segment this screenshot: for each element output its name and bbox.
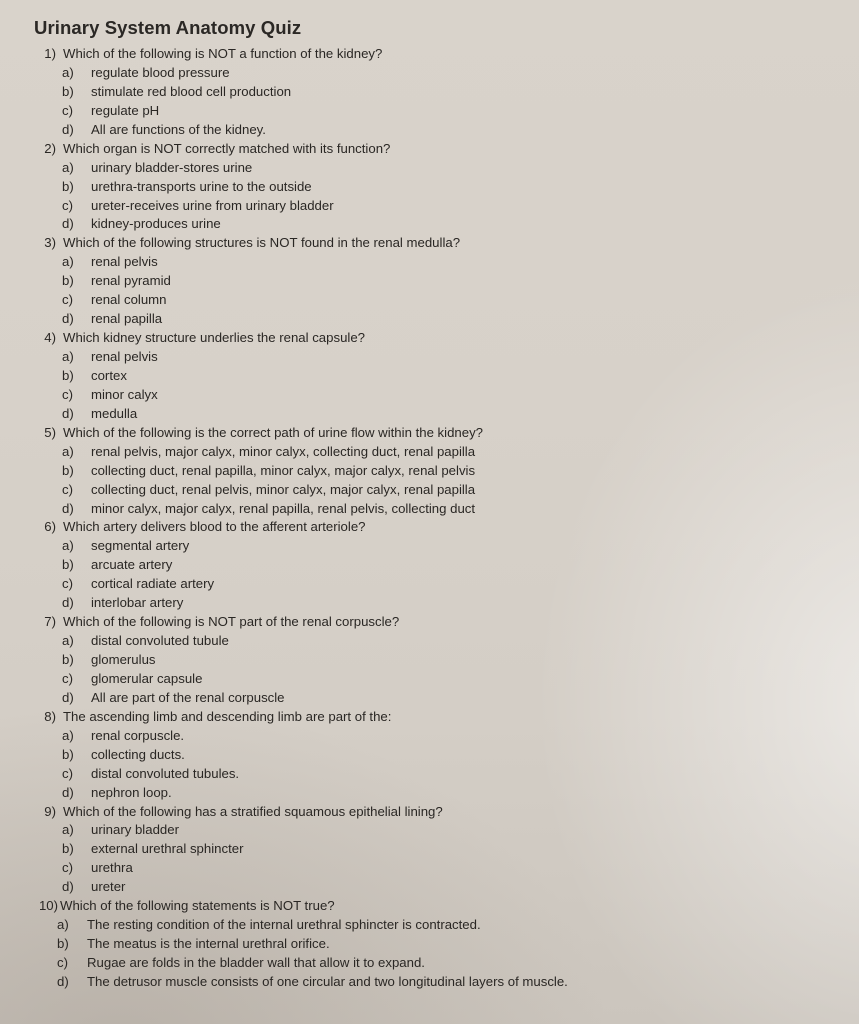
option-letter: d) bbox=[62, 784, 74, 800]
answer-option bbox=[30, 481, 830, 500]
option-letter: a) bbox=[62, 159, 74, 175]
answer-option bbox=[30, 632, 830, 651]
answer-option bbox=[30, 121, 830, 140]
option-letter: b) bbox=[62, 557, 74, 573]
question-number: 3) bbox=[44, 235, 56, 251]
option-text: minor calyx, major calyx, renal papilla, renal pelvis, collecting duct bbox=[91, 500, 476, 516]
option-text: kidney-produces urine bbox=[91, 216, 221, 232]
answer-option bbox=[30, 916, 830, 935]
question-line bbox=[30, 613, 830, 632]
answer-option bbox=[30, 954, 830, 973]
option-letter: d) bbox=[62, 216, 74, 232]
question-text: The ascending limb and descending limb are part of the: bbox=[63, 708, 392, 724]
option-letter: c) bbox=[62, 292, 73, 308]
question-number: 10) bbox=[38, 898, 58, 914]
option-text: regulate blood pressure bbox=[91, 64, 230, 80]
option-text: glomerulus bbox=[91, 652, 156, 667]
option-letter: b) bbox=[62, 462, 74, 478]
question-text: Which of the following is the correct path of urine flow within the kidney? bbox=[63, 424, 484, 440]
question-block bbox=[30, 234, 830, 329]
answer-option bbox=[30, 253, 830, 272]
answer-option bbox=[30, 291, 830, 310]
answer-option bbox=[30, 64, 830, 83]
question-number: 4) bbox=[44, 330, 56, 346]
question-number: 6) bbox=[44, 519, 56, 535]
answer-option bbox=[30, 310, 830, 329]
answer-option bbox=[30, 159, 830, 178]
question-number: 1) bbox=[44, 46, 56, 61]
option-text: renal pyramid bbox=[91, 273, 171, 289]
option-text: segmental artery bbox=[91, 538, 190, 554]
question-line bbox=[30, 140, 830, 159]
option-text: The detrusor muscle consists of one circular and two longitudinal layers of muscle. bbox=[87, 973, 568, 989]
answer-option bbox=[30, 462, 830, 481]
answer-option bbox=[30, 348, 830, 367]
question-line bbox=[30, 708, 830, 727]
option-letter: d) bbox=[62, 595, 74, 611]
answer-option bbox=[30, 670, 830, 689]
option-letter: c) bbox=[62, 197, 73, 213]
question-line bbox=[30, 518, 830, 537]
answer-option bbox=[30, 784, 830, 803]
question-text: Which of the following statements is NOT true? bbox=[60, 898, 335, 914]
answer-option bbox=[30, 215, 830, 234]
answer-option bbox=[30, 367, 830, 386]
question-block bbox=[30, 518, 830, 613]
option-text: renal corpuscle. bbox=[91, 727, 185, 743]
option-text: urinary bladder bbox=[91, 822, 179, 838]
option-letter: d) bbox=[62, 121, 74, 137]
option-text: medulla bbox=[91, 405, 138, 421]
option-letter: d) bbox=[62, 405, 74, 421]
option-text: urethra bbox=[91, 860, 133, 876]
answer-option bbox=[30, 689, 830, 708]
option-text: All are functions of the kidney. bbox=[91, 121, 266, 137]
answer-option bbox=[30, 727, 830, 746]
question-text: Which kidney structure underlies the renal capsule? bbox=[63, 330, 366, 346]
option-text: interlobar artery bbox=[91, 595, 184, 611]
option-letter: a) bbox=[62, 349, 74, 364]
option-letter: c) bbox=[57, 955, 68, 970]
option-text: Rugae are folds in the bladder wall that allow it to expand. bbox=[87, 955, 425, 970]
question-block bbox=[30, 45, 830, 140]
option-letter: d) bbox=[62, 879, 74, 895]
question-block bbox=[30, 329, 830, 424]
answer-option bbox=[30, 878, 830, 897]
option-letter: b) bbox=[62, 841, 74, 857]
answer-option bbox=[30, 935, 830, 954]
answer-option bbox=[30, 178, 830, 197]
option-letter: a) bbox=[62, 538, 74, 554]
answer-option bbox=[30, 765, 830, 784]
question-block bbox=[30, 897, 830, 992]
option-letter: a) bbox=[62, 254, 74, 270]
option-letter: c) bbox=[62, 102, 73, 118]
question-line bbox=[30, 329, 830, 348]
option-text: distal convoluted tubules. bbox=[91, 765, 240, 781]
answer-option bbox=[30, 821, 830, 840]
answer-option bbox=[30, 973, 830, 992]
answer-option bbox=[30, 859, 830, 878]
answer-option bbox=[30, 405, 830, 424]
question-text: Which of the following is NOT part of the renal corpuscle? bbox=[63, 614, 400, 630]
option-text: collecting duct, renal pelvis, minor calyx, major calyx, renal papilla bbox=[91, 481, 476, 497]
answer-option bbox=[30, 556, 830, 575]
option-text: minor calyx bbox=[91, 386, 158, 402]
question-number: 7) bbox=[44, 614, 56, 630]
option-letter: b) bbox=[62, 273, 74, 289]
answer-option bbox=[30, 840, 830, 859]
option-text: The meatus is the internal urethral orifice. bbox=[87, 936, 330, 952]
answer-option bbox=[30, 83, 830, 102]
question-number: 9) bbox=[44, 803, 56, 819]
option-letter: c) bbox=[62, 481, 73, 497]
answer-option bbox=[30, 386, 830, 405]
question-line bbox=[30, 424, 830, 443]
option-text: The resting condition of the internal urethral sphincter is contracted. bbox=[87, 917, 481, 933]
option-letter: d) bbox=[57, 973, 69, 989]
option-letter: a) bbox=[62, 64, 74, 80]
option-text: renal pelvis bbox=[91, 254, 158, 270]
quiz-title: Urinary System Anatomy Quiz bbox=[34, 17, 302, 38]
option-letter: d) bbox=[62, 500, 74, 516]
answer-option bbox=[30, 746, 830, 765]
question-text: Which of the following is NOT a function of the kidney? bbox=[63, 46, 383, 61]
option-letter: b) bbox=[62, 178, 74, 194]
option-text: collecting duct, renal papilla, minor calyx, major calyx, renal pelvis bbox=[91, 462, 476, 478]
option-text: glomerular capsule bbox=[91, 670, 203, 686]
option-text: ureter-receives urine from urinary bladder bbox=[91, 197, 334, 213]
option-text: stimulate red blood cell production bbox=[91, 83, 292, 99]
option-letter: a) bbox=[62, 443, 74, 459]
question-line bbox=[30, 803, 830, 822]
question-block bbox=[30, 613, 830, 708]
answer-option bbox=[30, 102, 830, 121]
option-text: external urethral sphincter bbox=[91, 841, 244, 857]
question-text: Which artery delivers blood to the afferent arteriole? bbox=[63, 519, 366, 535]
answer-option bbox=[30, 500, 830, 519]
option-letter: b) bbox=[62, 83, 74, 99]
option-letter: c) bbox=[62, 860, 73, 876]
question-number: 5) bbox=[44, 424, 56, 440]
option-letter: b) bbox=[62, 652, 74, 667]
option-letter: c) bbox=[62, 576, 73, 592]
option-text: renal pelvis bbox=[91, 349, 158, 364]
question-text: Which of the following structures is NOT found in the renal medulla? bbox=[63, 235, 461, 251]
answer-option bbox=[30, 197, 830, 216]
option-letter: c) bbox=[62, 386, 73, 402]
answer-option bbox=[30, 443, 830, 462]
option-text: renal pelvis, major calyx, minor calyx, collecting duct, renal papilla bbox=[91, 443, 476, 459]
answer-option bbox=[30, 537, 830, 556]
question-text: Which of the following has a stratified squamous epithelial lining? bbox=[63, 803, 443, 819]
option-letter: d) bbox=[62, 689, 74, 705]
question-number: 8) bbox=[44, 708, 56, 724]
option-letter: b) bbox=[62, 367, 74, 383]
option-text: cortical radiate artery bbox=[91, 576, 215, 592]
option-text: distal convoluted tubule bbox=[91, 633, 229, 649]
answer-option bbox=[30, 272, 830, 291]
option-text: regulate pH bbox=[91, 102, 160, 118]
option-text: renal column bbox=[91, 292, 167, 308]
question-line bbox=[30, 234, 830, 253]
option-text: All are part of the renal corpuscle bbox=[91, 689, 285, 705]
option-letter: b) bbox=[62, 746, 74, 762]
question-block bbox=[30, 140, 830, 235]
option-text: renal papilla bbox=[91, 311, 163, 327]
option-text: urinary bladder-stores urine bbox=[91, 159, 253, 175]
question-block bbox=[30, 424, 830, 519]
option-text: collecting ducts. bbox=[91, 746, 185, 762]
option-letter: b) bbox=[57, 936, 69, 952]
answer-option bbox=[30, 651, 830, 670]
question-line bbox=[30, 897, 830, 916]
option-letter: a) bbox=[62, 822, 74, 838]
question-number: 2) bbox=[44, 140, 56, 156]
answer-option bbox=[30, 594, 830, 613]
option-letter: c) bbox=[62, 765, 73, 781]
question-list bbox=[30, 45, 830, 992]
question-line bbox=[30, 45, 830, 64]
answer-option bbox=[30, 575, 830, 594]
question-block bbox=[30, 803, 830, 898]
option-text: nephron loop. bbox=[91, 784, 172, 800]
option-letter: a) bbox=[57, 917, 69, 933]
option-letter: a) bbox=[62, 633, 74, 649]
option-text: cortex bbox=[91, 367, 127, 383]
option-text: arcuate artery bbox=[91, 557, 173, 573]
option-letter: a) bbox=[62, 727, 74, 743]
question-block bbox=[30, 708, 830, 803]
option-text: urethra-transports urine to the outside bbox=[91, 178, 312, 194]
question-text: Which organ is NOT correctly matched with its function? bbox=[63, 140, 391, 156]
option-letter: c) bbox=[62, 670, 73, 686]
option-text: ureter bbox=[91, 879, 126, 895]
option-letter: d) bbox=[62, 311, 74, 327]
